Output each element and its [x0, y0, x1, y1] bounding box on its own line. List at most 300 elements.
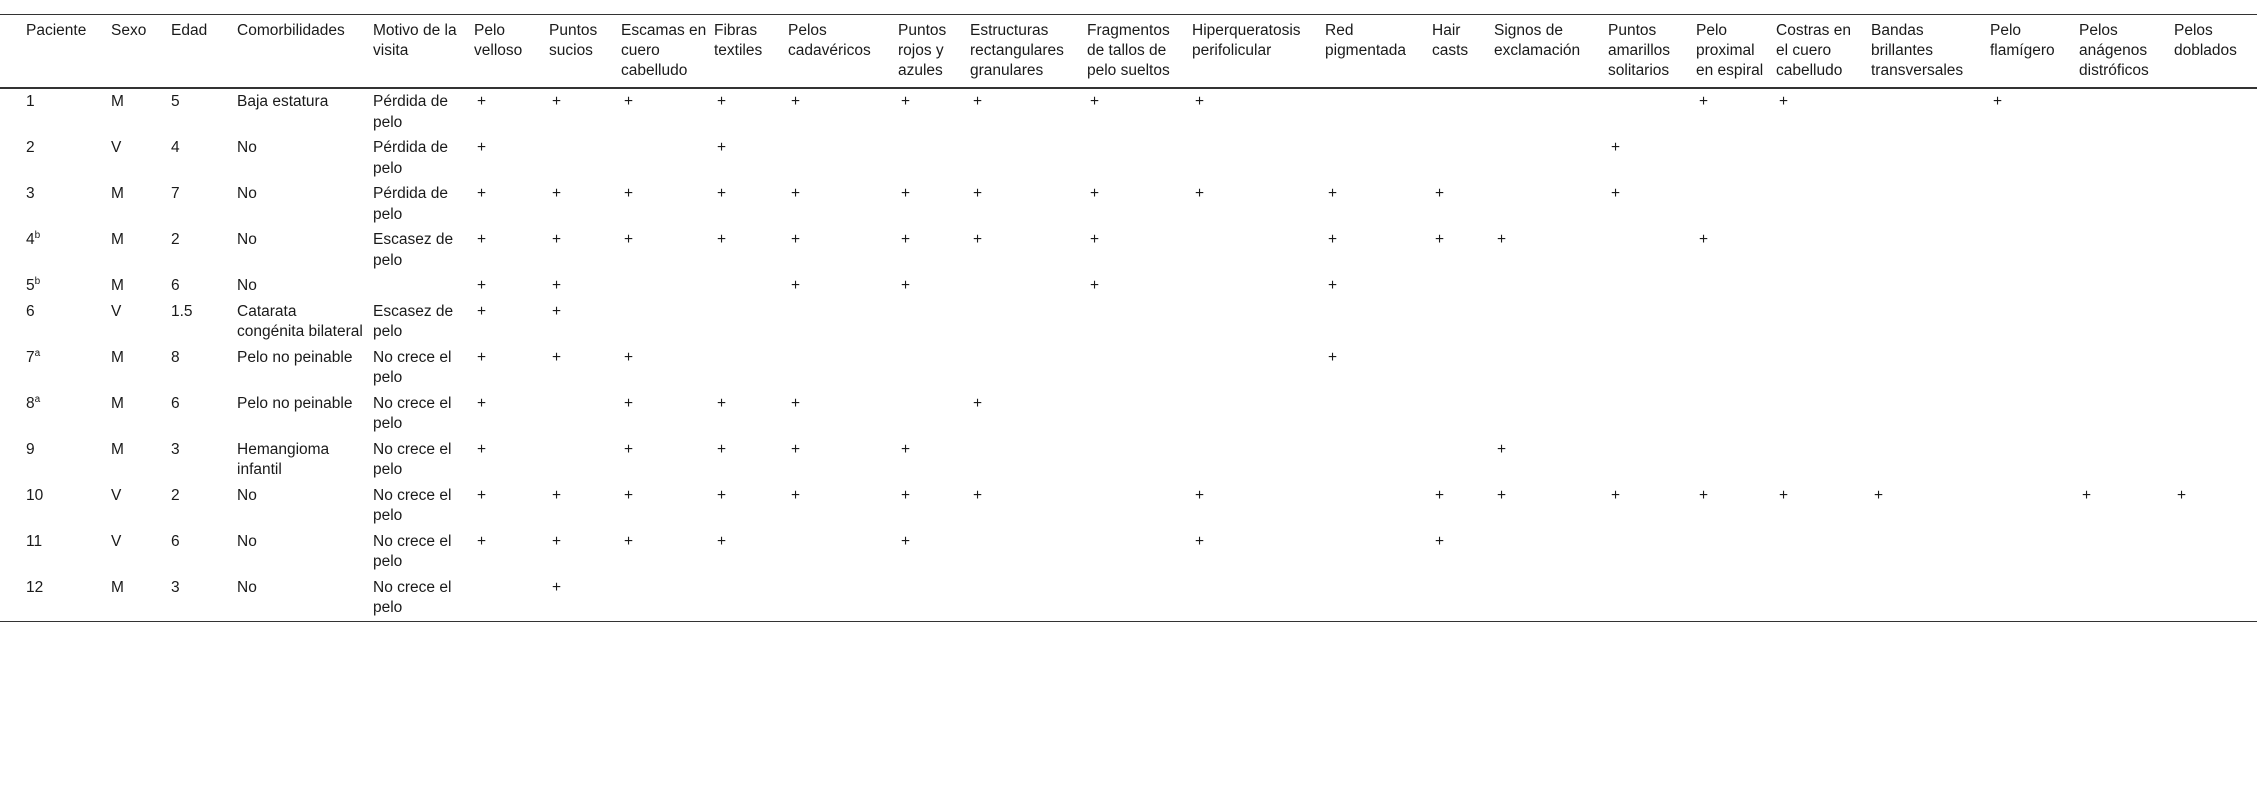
column-header: Costras en el cuero cabelludo: [1776, 22, 1851, 79]
finding-cell: [1192, 391, 1325, 437]
finding-cell: +: [477, 532, 487, 550]
finding-cell: +: [552, 93, 562, 110]
column-header: Paciente: [26, 22, 87, 39]
table-row: [0, 437, 2257, 483]
finding-cell: +: [901, 231, 911, 248]
finding-cell: +: [477, 277, 487, 294]
patient-id: 12: [26, 578, 44, 596]
finding-cell: +: [1435, 185, 1445, 202]
patient-id: 9: [26, 440, 35, 458]
finding-cell: [2079, 299, 2174, 345]
table-cell: 5: [171, 93, 180, 110]
finding-cell: [1325, 135, 1432, 181]
finding-cell: +: [901, 440, 911, 458]
column-header: Pelo proximal en espiral: [1696, 22, 1764, 79]
finding-cell: [2079, 437, 2174, 483]
finding-cell: [788, 529, 898, 575]
table-cell: Pelo no peinable: [237, 394, 353, 412]
finding-cell: [1192, 299, 1325, 345]
column-header: Pelo velloso: [474, 22, 523, 59]
column-header: Hiperqueratosis perifolicular: [1192, 22, 1301, 59]
finding-cell: [1494, 391, 1608, 437]
table-cell: No crece el pelo: [373, 532, 452, 570]
table-cell: No crece el pelo: [373, 440, 452, 478]
finding-cell: +: [1779, 486, 1789, 504]
table-header: [0, 15, 2257, 89]
table-cell: Baja estatura: [237, 93, 329, 110]
finding-cell: +: [717, 185, 727, 202]
patient-id-cell: [0, 299, 111, 345]
finding-cell: [1990, 345, 2079, 391]
finding-cell: [1696, 575, 1776, 622]
finding-cell: [1696, 181, 1776, 227]
finding-cell: [1087, 437, 1192, 483]
finding-cell: [621, 135, 714, 181]
finding-cell: +: [1497, 486, 1507, 504]
table-cell: Hemangioma infantil: [237, 440, 330, 478]
finding-cell: +: [1090, 231, 1100, 248]
finding-cell: +: [973, 394, 983, 412]
finding-cell: [970, 529, 1087, 575]
finding-cell: +: [552, 578, 562, 596]
column-header: Sexo: [111, 22, 147, 39]
patient-id: 2: [26, 139, 35, 156]
table-cell: No: [237, 139, 257, 156]
finding-cell: [2079, 88, 2174, 135]
finding-cell: [1871, 181, 1990, 227]
finding-cell: [1990, 181, 2079, 227]
finding-cell: [1990, 575, 2079, 622]
finding-cell: [2174, 88, 2257, 135]
column-header: Estructuras rectangulares granulares: [970, 22, 1064, 79]
finding-cell: [1776, 135, 1871, 181]
finding-cell: +: [477, 139, 487, 156]
table-cell: M: [111, 231, 124, 248]
finding-cell: [970, 299, 1087, 345]
finding-cell: [1871, 575, 1990, 622]
table-cell: V: [111, 302, 122, 320]
finding-cell: +: [624, 486, 634, 504]
finding-cell: [2174, 437, 2257, 483]
finding-cell: +: [1699, 486, 1709, 504]
finding-cell: [1608, 529, 1696, 575]
finding-cell: [1608, 575, 1696, 622]
finding-cell: [1990, 299, 2079, 345]
table-cell: Catarata congénita bilateral: [237, 302, 363, 340]
column-header: Puntos sucios: [549, 22, 598, 59]
finding-cell: +: [1497, 231, 1507, 248]
finding-cell: +: [624, 394, 634, 412]
column-header: Pelo flamígero: [1990, 22, 2055, 59]
finding-cell: +: [552, 231, 562, 248]
finding-cell: [2174, 299, 2257, 345]
finding-cell: [474, 575, 549, 622]
finding-cell: [898, 299, 970, 345]
finding-cell: +: [901, 185, 911, 202]
patient-id: 10: [26, 486, 44, 504]
finding-cell: [714, 575, 788, 622]
column-header: Puntos rojos y azules: [898, 22, 947, 79]
table-cell: V: [111, 486, 122, 504]
finding-cell: [898, 575, 970, 622]
column-header: Puntos amarillos solitarios: [1608, 22, 1671, 79]
finding-cell: +: [717, 486, 727, 504]
finding-cell: [1871, 227, 1990, 273]
finding-cell: [1087, 391, 1192, 437]
finding-cell: [1325, 483, 1432, 529]
finding-cell: [1087, 575, 1192, 622]
finding-cell: +: [1611, 185, 1621, 202]
finding-cell: [1776, 273, 1871, 299]
finding-cell: +: [973, 231, 983, 248]
table-cell: Pelo no peinable: [237, 348, 353, 366]
table-cell: V: [111, 139, 122, 156]
finding-cell: +: [624, 440, 634, 458]
finding-cell: +: [477, 348, 487, 366]
finding-cell: +: [1195, 185, 1205, 202]
finding-cell: +: [791, 394, 801, 412]
finding-cell: [2079, 135, 2174, 181]
table-row: [0, 345, 2257, 391]
finding-cell: +: [1195, 532, 1205, 550]
finding-cell: [2174, 345, 2257, 391]
finding-cell: [1494, 135, 1608, 181]
finding-cell: +: [901, 93, 911, 110]
table-cell: M: [111, 185, 124, 202]
finding-cell: +: [552, 302, 562, 320]
finding-cell: [1696, 135, 1776, 181]
finding-cell: [788, 345, 898, 391]
patient-id-cell: [0, 437, 111, 483]
table-cell: M: [111, 93, 124, 110]
patient-id-cell: [0, 345, 111, 391]
finding-cell: [1696, 529, 1776, 575]
column-header: Pelos cadavéricos: [788, 22, 871, 59]
finding-cell: +: [717, 139, 727, 156]
patient-id-cell: [0, 575, 111, 622]
column-header: Motivo de la visita: [373, 22, 457, 59]
table-row: [0, 299, 2257, 345]
column-header: Edad: [171, 22, 208, 39]
finding-cell: [1087, 529, 1192, 575]
finding-cell: [1494, 575, 1608, 622]
finding-cell: [1871, 299, 1990, 345]
header-row: [0, 15, 2257, 89]
finding-cell: +: [1328, 185, 1338, 202]
finding-cell: [1990, 437, 2079, 483]
finding-cell: [1871, 437, 1990, 483]
table-cell: 4: [171, 139, 180, 156]
finding-cell: [1432, 299, 1494, 345]
finding-cell: [1087, 135, 1192, 181]
finding-cell: [1608, 437, 1696, 483]
finding-cell: [1776, 529, 1871, 575]
finding-cell: +: [477, 440, 487, 458]
finding-cell: [1432, 273, 1494, 299]
finding-cell: [2079, 181, 2174, 227]
finding-cell: [1432, 575, 1494, 622]
table-cell: No crece el pelo: [373, 486, 452, 524]
finding-cell: +: [791, 486, 801, 504]
finding-cell: +: [552, 185, 562, 202]
table-cell: 6: [171, 277, 180, 294]
table-cell: No: [237, 231, 257, 248]
finding-cell: [1776, 227, 1871, 273]
finding-cell: [714, 345, 788, 391]
finding-cell: [1776, 181, 1871, 227]
finding-cell: [621, 575, 714, 622]
finding-cell: [1494, 345, 1608, 391]
finding-cell: +: [1195, 486, 1205, 504]
finding-cell: [970, 273, 1087, 299]
finding-cell: +: [1090, 185, 1100, 202]
finding-cell: +: [477, 486, 487, 504]
finding-cell: [1871, 88, 1990, 135]
finding-cell: [2079, 391, 2174, 437]
table-cell: M: [111, 277, 124, 294]
finding-cell: [1494, 88, 1608, 135]
patient-id-cell: [0, 227, 111, 273]
finding-cell: [970, 135, 1087, 181]
finding-cell: [1432, 437, 1494, 483]
table-cell: Pérdida de pelo: [373, 139, 448, 177]
finding-cell: +: [1328, 277, 1338, 294]
column-header: Comorbilidades: [237, 22, 345, 39]
table-cell: V: [111, 532, 122, 550]
finding-cell: [2079, 575, 2174, 622]
finding-cell: [1608, 345, 1696, 391]
finding-cell: +: [791, 231, 801, 248]
table-cell: M: [111, 394, 124, 412]
table-cell: [373, 273, 474, 299]
patient-id-cell: [0, 88, 111, 135]
table-cell: No crece el pelo: [373, 578, 452, 616]
finding-cell: [1325, 575, 1432, 622]
finding-cell: +: [2082, 486, 2092, 504]
dermoscopy-findings-table: [0, 14, 2257, 622]
table-cell: No: [237, 277, 257, 294]
finding-cell: [1325, 299, 1432, 345]
footnote-marker: b: [34, 230, 41, 241]
finding-cell: +: [552, 532, 562, 550]
finding-cell: +: [791, 93, 801, 110]
finding-cell: [621, 299, 714, 345]
patient-id-cell: [0, 391, 111, 437]
finding-cell: [1192, 273, 1325, 299]
table-cell: No: [237, 185, 257, 202]
finding-cell: +: [1328, 231, 1338, 248]
finding-cell: [970, 345, 1087, 391]
finding-cell: +: [1993, 93, 2003, 110]
table-row: [0, 575, 2257, 622]
finding-cell: [2079, 529, 2174, 575]
finding-cell: [1990, 135, 2079, 181]
finding-cell: +: [2177, 486, 2187, 504]
patient-id-cell: [0, 483, 111, 529]
patient-id-cell: [0, 273, 111, 299]
patient-id: 8: [26, 394, 35, 412]
finding-cell: +: [1611, 139, 1621, 156]
table-cell: No: [237, 578, 257, 596]
table-row: [0, 273, 2257, 299]
finding-cell: [1608, 273, 1696, 299]
finding-cell: [1696, 391, 1776, 437]
finding-cell: [788, 299, 898, 345]
finding-cell: +: [717, 231, 727, 248]
finding-cell: [2174, 273, 2257, 299]
finding-cell: +: [791, 440, 801, 458]
finding-cell: [788, 575, 898, 622]
finding-cell: [1696, 345, 1776, 391]
patient-id: 7: [26, 348, 35, 366]
footnote-marker: b: [34, 276, 41, 287]
table-row: [0, 483, 2257, 529]
table-row: [0, 529, 2257, 575]
finding-cell: [1192, 227, 1325, 273]
finding-cell: [1696, 299, 1776, 345]
finding-cell: [1990, 273, 2079, 299]
finding-cell: +: [717, 440, 727, 458]
finding-cell: [1776, 575, 1871, 622]
finding-cell: [1871, 391, 1990, 437]
table-row: [0, 391, 2257, 437]
finding-cell: [1608, 88, 1696, 135]
finding-cell: +: [1090, 93, 1100, 110]
patient-id-cell: [0, 529, 111, 575]
finding-cell: +: [1699, 93, 1709, 110]
finding-cell: [1192, 437, 1325, 483]
finding-cell: +: [1497, 440, 1507, 458]
table-row: [0, 88, 2257, 135]
finding-cell: +: [1435, 231, 1445, 248]
patient-id: 6: [26, 302, 35, 320]
finding-cell: +: [901, 486, 911, 504]
finding-cell: [2174, 575, 2257, 622]
finding-cell: [2079, 345, 2174, 391]
finding-cell: +: [1090, 277, 1100, 294]
finding-cell: [1608, 227, 1696, 273]
finding-cell: [1776, 299, 1871, 345]
finding-cell: [1776, 345, 1871, 391]
table-cell: 6: [171, 532, 180, 550]
patient-id: 5: [26, 277, 35, 294]
table-cell: Escasez de pelo: [373, 231, 454, 269]
finding-cell: [1192, 575, 1325, 622]
table-cell: 8: [171, 348, 180, 366]
table-cell: 2: [171, 486, 180, 504]
finding-cell: [1325, 391, 1432, 437]
finding-cell: +: [477, 394, 487, 412]
finding-cell: +: [1699, 231, 1709, 248]
finding-cell: [2174, 227, 2257, 273]
finding-cell: +: [477, 231, 487, 248]
table-cell: Escasez de pelo: [373, 302, 454, 340]
finding-cell: [549, 437, 621, 483]
finding-cell: [549, 391, 621, 437]
finding-cell: +: [624, 532, 634, 550]
table-cell: 3: [171, 578, 180, 596]
table-cell: Pérdida de pelo: [373, 93, 448, 131]
patient-id-cell: [0, 135, 111, 181]
finding-cell: +: [901, 277, 911, 294]
finding-cell: [1776, 437, 1871, 483]
finding-cell: [1325, 437, 1432, 483]
finding-cell: [2079, 227, 2174, 273]
finding-cell: [1494, 273, 1608, 299]
finding-cell: [1432, 88, 1494, 135]
column-header: Fibras textiles: [714, 22, 763, 59]
finding-cell: [898, 135, 970, 181]
finding-cell: [1325, 88, 1432, 135]
finding-cell: +: [791, 277, 801, 294]
finding-cell: [1432, 391, 1494, 437]
column-header: Fragmentos de tallos de pelo sueltos: [1087, 22, 1170, 79]
finding-cell: +: [477, 185, 487, 202]
finding-cell: [1432, 135, 1494, 181]
finding-cell: [2174, 391, 2257, 437]
patient-id-cell: [0, 181, 111, 227]
finding-cell: [1696, 273, 1776, 299]
finding-cell: +: [973, 486, 983, 504]
finding-cell: +: [477, 302, 487, 320]
table-cell: M: [111, 578, 124, 596]
finding-cell: [1494, 181, 1608, 227]
finding-cell: +: [1435, 532, 1445, 550]
finding-cell: [1990, 391, 2079, 437]
finding-cell: [1325, 529, 1432, 575]
patient-id: 11: [26, 532, 43, 550]
finding-cell: [714, 273, 788, 299]
finding-cell: [1776, 391, 1871, 437]
finding-cell: [1608, 299, 1696, 345]
footnote-marker: a: [34, 393, 41, 405]
table-cell: No crece el pelo: [373, 394, 452, 432]
table-row: [0, 227, 2257, 273]
table-cell: 1.5: [171, 302, 193, 320]
table-cell: No crece el pelo: [373, 348, 452, 386]
finding-cell: +: [973, 93, 983, 110]
finding-cell: [970, 575, 1087, 622]
patient-id: 3: [26, 185, 35, 202]
table-cell: Pérdida de pelo: [373, 185, 448, 223]
finding-cell: +: [624, 93, 634, 110]
table-cell: No: [237, 486, 257, 504]
finding-cell: [898, 345, 970, 391]
table-cell: 7: [171, 185, 180, 202]
finding-cell: +: [717, 93, 727, 110]
table-cell: 3: [171, 440, 180, 458]
table-body: [0, 88, 2257, 621]
finding-cell: +: [1328, 348, 1338, 366]
finding-cell: [1990, 529, 2079, 575]
finding-cell: [621, 273, 714, 299]
table-cell: 2: [171, 231, 180, 248]
finding-cell: +: [624, 185, 634, 202]
finding-cell: [2079, 273, 2174, 299]
finding-cell: [1192, 135, 1325, 181]
finding-cell: [1494, 299, 1608, 345]
finding-cell: [2174, 181, 2257, 227]
finding-cell: +: [1874, 486, 1884, 504]
finding-cell: [1087, 345, 1192, 391]
finding-cell: +: [717, 532, 727, 550]
table-cell: M: [111, 348, 124, 366]
finding-cell: [1494, 529, 1608, 575]
finding-cell: +: [901, 532, 911, 550]
finding-cell: [1192, 345, 1325, 391]
finding-cell: +: [973, 185, 983, 202]
finding-cell: [1087, 299, 1192, 345]
